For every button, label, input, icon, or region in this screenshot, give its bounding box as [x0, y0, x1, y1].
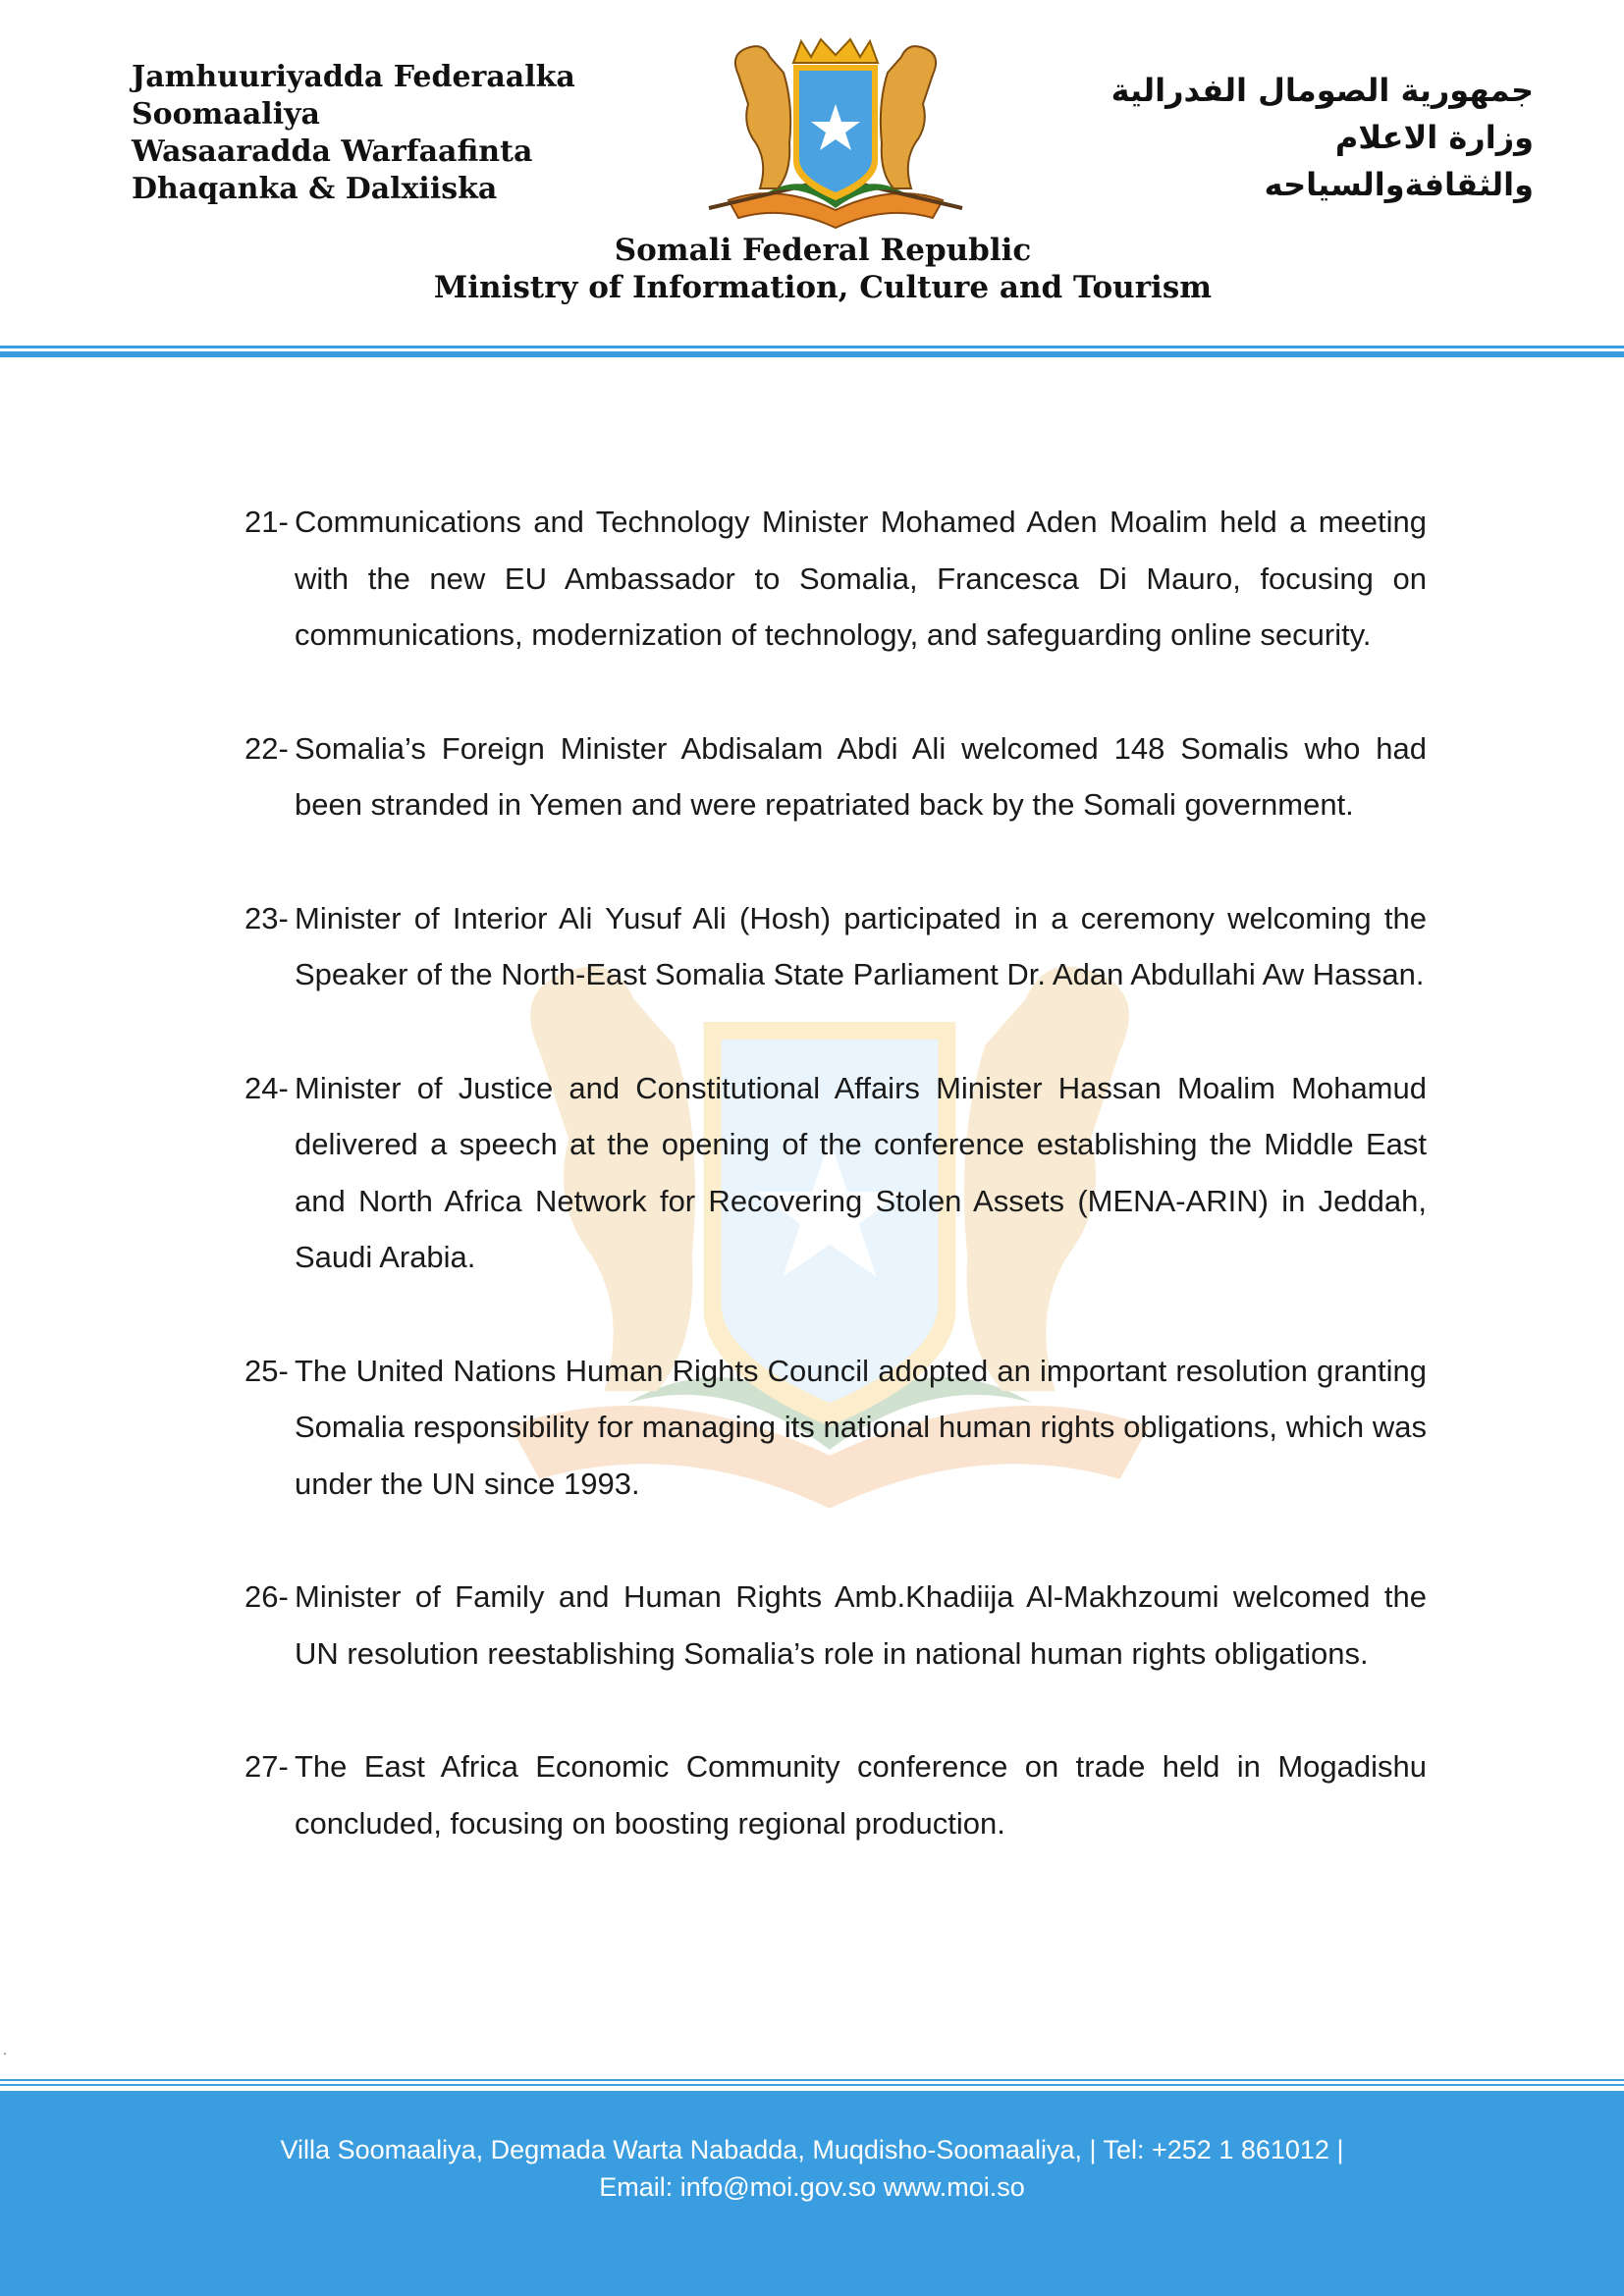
- news-item-number: 22-: [244, 730, 289, 766]
- header-somali-line: Jamhuuriyadda Federaalka: [132, 60, 575, 94]
- header-somali-block: [132, 59, 575, 208]
- header-somali-line: Soomaaliya: [132, 97, 320, 132]
- news-item-text: Minister of Interior Ali Yusuf Ali (Hosh) participated in a ceremony welcoming the Speaker of the North-East Somalia State Parliament Dr. Adan Abdullahi Aw Hassan.: [295, 900, 1427, 991]
- news-item: [244, 494, 1427, 664]
- footer-divider-2: [0, 2084, 1624, 2086]
- news-item-text: Communications and Technology Minister Mohamed Aden Moalim held a meeting with the new EU Ambassador to Somalia, Francesca Di Mauro, focusing on communications, modernization of technology, and safeguarding online security.: [295, 505, 1427, 652]
- header-arabic-line: وزارة الاعلام: [1334, 119, 1534, 156]
- footer-divider-1: [0, 2079, 1624, 2081]
- header-arabic-line: جمهورية الصومال الفدرالية: [1110, 72, 1534, 109]
- header-arabic-block: [1111, 67, 1534, 208]
- header-somali-line: Dhaqanka & Dalxiiska: [132, 172, 498, 206]
- news-item-number: 26-: [244, 1579, 289, 1614]
- footer-address: Villa Soomaaliya, Degmada Warta Nabadda, Muqdisho-Soomaaliya, | Tel: +252 1 861012 |: [280, 2135, 1344, 2164]
- stray-mark: .: [3, 2042, 7, 2057]
- header-title: Somali Federal Republic: [614, 233, 1032, 268]
- news-item-text: Minister of Family and Human Rights Amb.Khadiija Al-Makhzoumi welcomed the UN resolution reestablishing Somalia’s role in national human rights obligations.: [295, 1579, 1427, 1671]
- header-english-block: [0, 232, 1624, 306]
- header-arabic-line: والثقافةوالسياحه: [1264, 166, 1534, 203]
- footer-contact: Email: info@moi.gov.so www.moi.so: [599, 2172, 1025, 2202]
- news-item-number: 25-: [244, 1353, 289, 1388]
- news-item-text: Minister of Justice and Constitutional Affairs Minister Hassan Moalim Mohamud delivered a speech at the opening of the conference establishing the Middle East and North Africa Network for Recovering Stolen Assets (MENA-ARIN) in Jeddah, Saudi Arabia.: [295, 1070, 1427, 1274]
- news-item-number: 27-: [244, 1749, 289, 1784]
- news-item-text: The United Nations Human Rights Council adopted an important resolution granting Somalia responsibility for managing its national human rights obligations, which was under the UN since 1993.: [295, 1353, 1427, 1501]
- header-subtitle: Ministry of Information, Culture and Tourism: [433, 270, 1213, 305]
- news-item-number: 23-: [244, 900, 289, 935]
- header-divider-thin: [0, 346, 1624, 348]
- news-item: [244, 1738, 1427, 1851]
- news-item-number: 21-: [244, 505, 289, 539]
- somalia-coat-of-arms-icon: [699, 35, 972, 232]
- header-somali-line: Wasaaradda Warfaafinta: [132, 134, 533, 169]
- header-divider-thick: [0, 351, 1624, 357]
- news-item: [244, 721, 1427, 833]
- news-item: [244, 1569, 1427, 1682]
- news-item: [244, 1343, 1427, 1513]
- news-item-text: The East Africa Economic Community conference on trade held in Mogadishu concluded, focusing on boosting regional production.: [295, 1749, 1427, 1841]
- news-item: [244, 890, 1427, 1003]
- news-item-number: 24-: [244, 1070, 289, 1105]
- news-list: [244, 494, 1427, 1908]
- news-item-text: Somalia’s Foreign Minister Abdisalam Abdi Ali welcomed 148 Somalis who had been stranded in Yemen and were repatriated back by the Somali government.: [295, 730, 1427, 822]
- footer: [0, 2091, 1624, 2296]
- news-item: [244, 1060, 1427, 1286]
